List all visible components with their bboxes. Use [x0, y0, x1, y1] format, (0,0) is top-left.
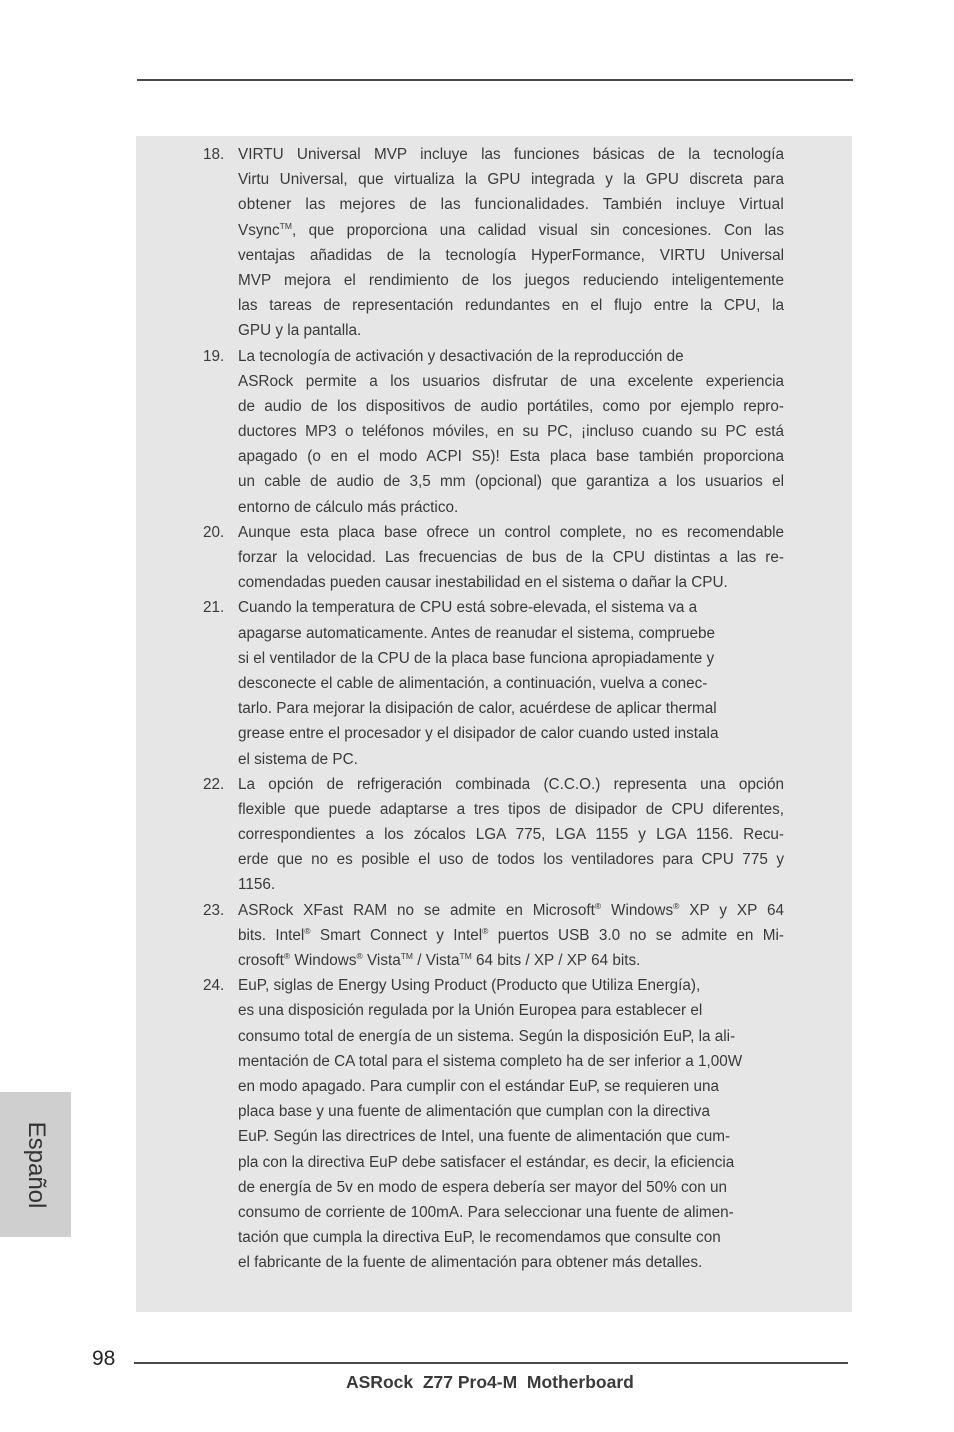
note-text: [238, 973, 784, 1275]
note-item: [203, 772, 784, 898]
note-line-segment: bits. Intel: [238, 926, 305, 944]
footer-title: ASRock Z77 Pro4-M Motherboard: [346, 1372, 634, 1392]
note-text: [238, 898, 784, 974]
note-line: [238, 948, 784, 973]
note-text: [238, 142, 784, 344]
note-line: [238, 218, 784, 243]
note-line-segment: 64 bits / XP / XP 64 bits.: [471, 952, 641, 969]
note-line: ASRock permite a los usuarios disfrutar de una excelente experiencia: [238, 372, 784, 390]
trademark-mark: ®: [673, 900, 680, 911]
note-line: forzar la velocidad. Las frecuencias de bus de la CPU distintas a las re-: [238, 549, 784, 566]
note-line-segment: Windows: [290, 952, 357, 969]
language-tab-label: Español: [23, 1121, 50, 1209]
note-line: EuP. Según las directrices de Intel, una fuente de alimentación que cum-: [238, 1128, 731, 1146]
note-item: [203, 520, 784, 596]
note-line: entorno de cálculo más práctico.: [238, 498, 459, 516]
note-line-segment: ASRock XFast RAM no se admite en Microsoft: [238, 901, 595, 919]
note-line: VIRTU Universal MVP incluye las funciones básicas de la tecnología: [238, 146, 784, 163]
note-line: obtener las mejores de las funcionalidades. También incluye Virtual: [238, 196, 784, 214]
note-line: consumo total de energía de un sistema. Según la disposición EuP, la ali-: [238, 1027, 736, 1045]
trademark-mark: ®: [304, 925, 311, 936]
note-line: [238, 923, 784, 948]
note-line: un cable de audio de 3,5 mm (opcional) que garantiza a los usuarios el: [238, 473, 784, 491]
trademark-mark: ®: [356, 951, 363, 961]
note-line: La tecnología de activación y desactivación de la reproducción de: [238, 347, 684, 365]
note-line: flexible que puede adaptarse a tres tipos de disipador de CPU diferentes,: [238, 800, 784, 818]
note-text: [238, 772, 784, 898]
notes-list: [203, 142, 784, 1275]
note-item: [203, 142, 784, 344]
note-number: 23.: [203, 901, 225, 919]
note-line: es una disposición regulada por la Unión Europea para establecer el: [238, 1002, 703, 1020]
note-text: [238, 520, 784, 596]
note-number: 21.: [203, 599, 225, 617]
note-number: 24.: [203, 977, 225, 995]
note-line: MVP mejora el rendimiento de los juegos reduciendo inteligentemente: [238, 271, 784, 289]
note-line: erde que no es posible el uso de todos los ventiladores para CPU 775 y: [238, 851, 784, 869]
note-line: mentación de CA total para el sistema completo ha de ser inferior a 1,00W: [238, 1052, 743, 1070]
note-line: apagarse automaticamente. Antes de reanudar el sistema, compruebe: [238, 624, 716, 642]
trademark-mark: TM: [459, 951, 472, 961]
note-line: en modo apagado. Para cumplir con el estándar EuP, se requieren una: [238, 1077, 720, 1095]
trademark-mark: TM: [400, 951, 414, 961]
note-line: el sistema de PC.: [238, 750, 358, 768]
note-line-segment: crosoft: [238, 952, 284, 969]
note-line-segment: Vista: [362, 952, 401, 969]
note-line: las tareas de representación redundantes en el flujo entre la CPU, la: [238, 297, 784, 315]
note-line-segment: , que proporciona una calidad visual sin concesiones. Con las: [291, 221, 784, 239]
note-line: de audio de los dispositivos de audio portátiles, como por ejemplo repro-: [238, 397, 784, 415]
note-line-segment: puertos USB 3.0 no se admite en Mi-: [488, 926, 784, 944]
note-line: ductores MP3 o teléfonos móviles, en su PC, ¡incluso cuando su PC está: [238, 423, 784, 441]
note-item: [203, 344, 784, 520]
note-line: de energía de 5v en modo de espera debería ser mayor del 50% con un: [238, 1178, 727, 1196]
note-line-segment: XP y XP 64: [679, 901, 784, 919]
note-number: 20.: [203, 523, 225, 541]
footer-rule: [134, 1362, 848, 1364]
note-line: placa base y una fuente de alimentación que cumplan con la directiva: [238, 1103, 710, 1121]
note-line: 1156.: [238, 876, 276, 894]
note-line-segment: / Vista: [413, 952, 460, 969]
trademark-mark: ®: [594, 900, 602, 911]
note-line: ventajas añadidas de la tecnología HyperFormance, VIRTU Universal: [238, 246, 784, 264]
note-number: 22.: [203, 775, 225, 793]
note-line: grease entre el procesador y el disipador de calor cuando usted instala: [238, 725, 719, 743]
note-item: [203, 898, 784, 974]
note-line: EuP, siglas de Energy Using Product (Producto que Utiliza Energía),: [238, 977, 701, 995]
note-line: el fabricante de la fuente de alimentación para obtener más detalles.: [238, 1254, 703, 1272]
note-item: [203, 973, 784, 1275]
note-line: si el ventilador de la CPU de la placa base funciona apropiadamente y: [238, 649, 715, 667]
note-line: pla con la directiva EuP debe satisfacer el estándar, es decir, la eficiencia: [238, 1153, 735, 1171]
note-line: comendadas pueden causar inestabilidad en el sistema o dañar la CPU.: [238, 574, 728, 592]
note-line-segment: Vsync: [238, 221, 280, 239]
trademark-mark: ®: [482, 925, 489, 936]
note-item: [203, 595, 784, 771]
note-line: Virtu Universal, que virtualiza la GPU integrada y la GPU discreta para: [238, 171, 784, 189]
note-line: correspondientes a los zócalos LGA 775, LGA 1155 y LGA 1156. Recu-: [238, 826, 784, 844]
note-line: tación que cumpla la directiva EuP, le recomendamos que consulte con: [238, 1229, 721, 1247]
note-line: [238, 898, 784, 923]
header-rule: [137, 79, 853, 81]
page-number: 98: [92, 1347, 116, 1370]
note-line: GPU y la pantalla.: [238, 322, 362, 340]
note-line: Cuando la temperatura de CPU está sobre-elevada, el sistema va a: [238, 599, 698, 617]
note-number: 18.: [203, 146, 225, 163]
language-tab: [0, 1092, 71, 1237]
trademark-mark: TM: [279, 220, 292, 231]
trademark-mark: ®: [283, 951, 291, 961]
note-line-segment: Windows: [601, 901, 674, 919]
note-line: La opción de refrigeración combinada (C.C.O.) representa una opción: [238, 775, 784, 793]
note-line: Aunque esta placa base ofrece un control complete, no es recomendable: [238, 523, 784, 541]
note-line: desconecte el cable de alimentación, a continuación, vuelva a conec-: [238, 674, 708, 692]
note-line: apagado (o en el modo ACPI S5)! Esta placa base también proporciona: [238, 448, 784, 466]
note-line-segment: Smart Connect y Intel: [310, 926, 483, 944]
note-number: 19.: [203, 347, 225, 365]
note-text: [238, 595, 784, 771]
note-line: consumo de corriente de 100mA. Para seleccionar una fuente de alimen-: [238, 1203, 734, 1221]
note-line: tarlo. Para mejorar la disipación de calor, acuérdese de aplicar thermal: [238, 700, 717, 718]
note-text: [238, 344, 784, 520]
